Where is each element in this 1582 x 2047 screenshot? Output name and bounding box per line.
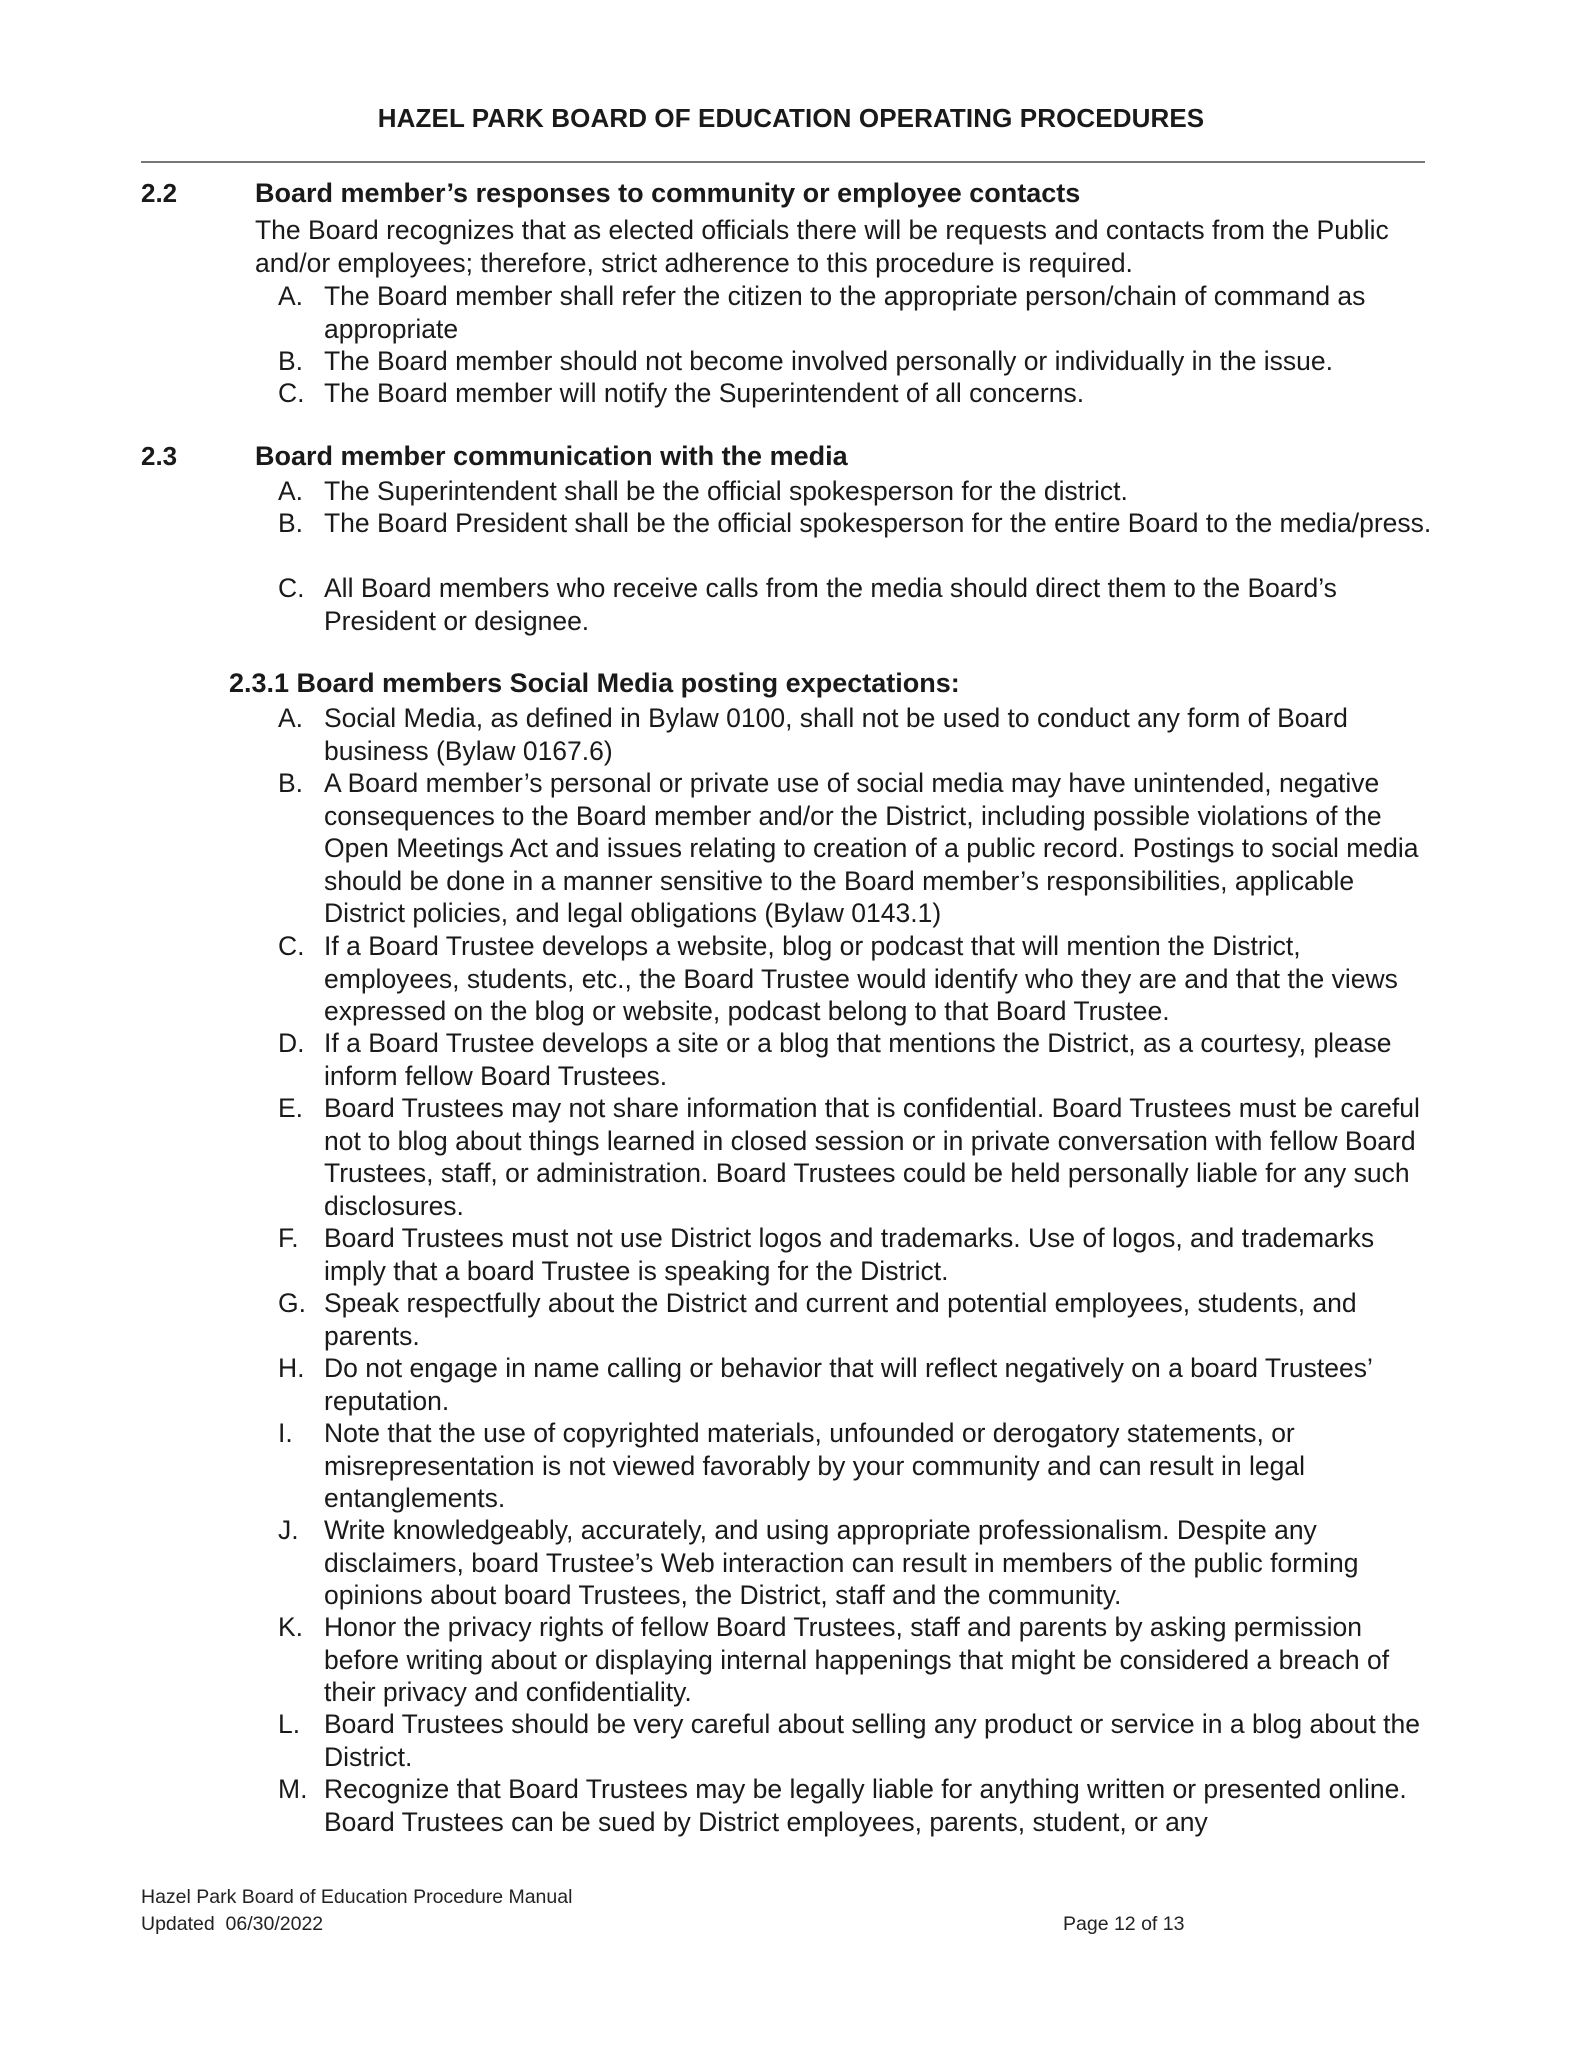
list-item-letter: C. — [278, 931, 305, 961]
list-item-text: All Board members who receive calls from the media should direct them to the Board’s President or designee. — [324, 573, 1337, 636]
footer-updated: Updated 06/30/2022 — [141, 1913, 324, 1935]
list-item-letter: G. — [278, 1288, 306, 1318]
list-item-text: Social Media, as defined in Bylaw 0100, shall not be used to conduct any form of Board business (Bylaw 0167.6) — [324, 703, 1348, 766]
list-item-letter: A. — [278, 281, 304, 311]
page-title: HAZEL PARK BOARD OF EDUCATION OPERATING PROCEDURES — [377, 103, 1205, 133]
list-item-text: Board Trustees should be very careful about selling any product or service in a blog about the District. — [324, 1709, 1420, 1772]
list-item-text: The Board President shall be the official spokesperson for the entire Board to the media/press. — [324, 508, 1432, 538]
list-item-text: If a Board Trustee develops a website, blog or podcast that will mention the District, employees, students, etc., the Board Trustee would identify who they are and that the views expressed on the blog or website, podcast belong to that Board Trustee. — [324, 931, 1398, 1026]
list-item-text: Recognize that Board Trustees may be legally liable for anything written or presented online. Board Trustees can be sued by District employees, parents, student, or any — [324, 1774, 1407, 1837]
list-item-text: Board Trustees must not use District logos and trademarks. Use of logos, and trademarks imply that a board Trustee is speaking for the District. — [324, 1223, 1375, 1286]
list-item-letter: C. — [278, 573, 305, 603]
list-item-letter: M. — [278, 1774, 308, 1804]
list-item-letter: E. — [278, 1093, 304, 1123]
list-item-letter: F. — [278, 1223, 299, 1253]
header-divider — [141, 161, 1425, 163]
list-item-letter: L. — [278, 1709, 301, 1739]
list-item-text: Write knowledgeably, accurately, and using appropriate professionalism. Despite any disclaimers, board Trustee’s Web interaction can result in members of the public forming opinions about board Trustees, the District, staff and the community. — [324, 1515, 1359, 1610]
list-item-letter: A. — [278, 476, 304, 506]
list-item-letter: B. — [278, 768, 304, 798]
list-item-text: If a Board Trustee develops a site or a blog that mentions the District, as a courtesy, please inform fellow Board Trustees. — [324, 1028, 1392, 1091]
list-item-text: Do not engage in name calling or behavior that will reflect negatively on a board Trustees’ reputation. — [324, 1353, 1372, 1416]
list-item-text: The Board member shall refer the citizen to the appropriate person/chain of command as appropriate — [324, 281, 1366, 344]
list-item-letter: K. — [278, 1612, 304, 1642]
section-number: 2.3 — [141, 441, 178, 471]
list-item-letter: A. — [278, 703, 304, 733]
list-item-text: The Superintendent shall be the official spokesperson for the district. — [324, 476, 1128, 506]
list-item-text: Speak respectfully about the District and current and potential employees, students, and parents. — [324, 1288, 1357, 1351]
list-item-text: Board Trustees may not share information that is confidential. Board Trustees must be careful not to blog about things learned in closed session or in private conversation with fellow Board Trustees, staff, or administration. Board Trustees could be held personally liable for any such disclosures. — [324, 1093, 1420, 1221]
section-number: 2.2 — [141, 178, 178, 208]
list-item-letter: D. — [278, 1028, 305, 1058]
list-item-text: The Board member will notify the Superintendent of all concerns. — [324, 378, 1085, 408]
list-item-text: Honor the privacy rights of fellow Board Trustees, staff and parents by asking permission before writing about or displaying internal happenings that might be considered a breach of their privacy and confidentiality. — [324, 1612, 1390, 1707]
section-title: Board member’s responses to community or employee contacts — [255, 178, 1081, 208]
section-title: Board member communication with the media — [255, 441, 848, 471]
list-item-letter: B. — [278, 508, 304, 538]
footer-page-number: Page 12 of 13 — [1063, 1913, 1185, 1935]
list-item-letter: I. — [278, 1418, 293, 1448]
subsection-title: 2.3.1 Board members Social Media posting expectations: — [229, 668, 960, 698]
list-item-letter: B. — [278, 346, 304, 376]
list-item-text: A Board member’s personal or private use of social media may have unintended, negative consequences to the Board member and/or the District, including possible violations of the Open Meetings Act and issues relating to creation of a public record. Postings to social media should be done in a manner sensitive to the Board member’s responsibilities, applicable District policies, and legal obligations (Bylaw 0143.1) — [324, 768, 1419, 928]
list-item-text: The Board member should not become involved personally or individually in the issue. — [324, 346, 1334, 376]
list-item-letter: H. — [278, 1353, 305, 1383]
list-item-letter: J. — [278, 1515, 299, 1545]
section-intro: The Board recognizes that as elected officials there will be requests and contacts from the Public and/or employees; therefore, strict adherence to this procedure is required. — [255, 215, 1389, 278]
footer-manual-title: Hazel Park Board of Education Procedure Manual — [141, 1886, 573, 1908]
list-item-text: Note that the use of copyrighted materials, unfounded or derogatory statements, or misrepresentation is not viewed favorably by your community and can result in legal entanglements. — [324, 1418, 1305, 1513]
list-item-letter: C. — [278, 378, 305, 408]
